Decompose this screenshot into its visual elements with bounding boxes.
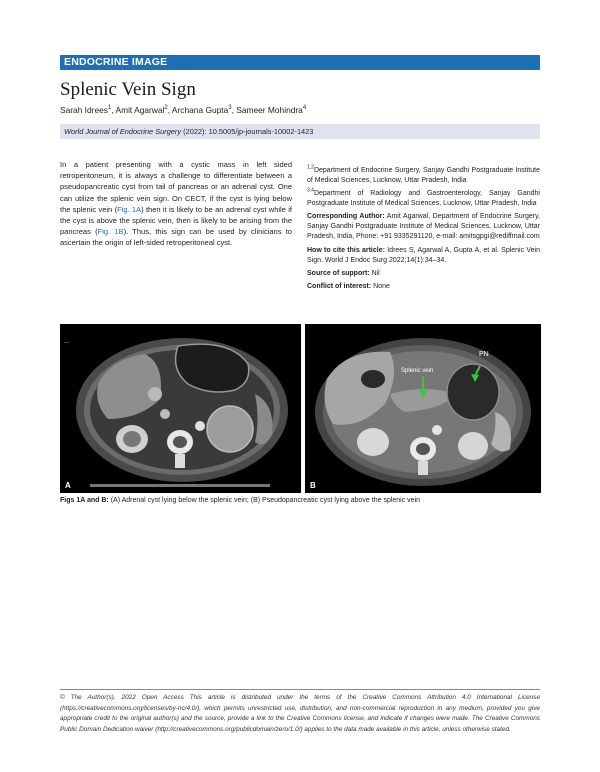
affiliation-text: Department of Radiology and Gastroenterology, Sanjay Gandhi Postgraduate Institute of Medical Sciences, Lucknow, Uttar Pradesh, India: [307, 190, 540, 207]
affiliation-text: Department of Endocrine Surgery, Sanjay Gandhi Postgraduate Institute of Medical Sciences, Lucknow, Uttar Pradesh, India: [307, 167, 540, 184]
caption-text: (A) Adrenal cyst lying below the splenic vein; (B) Pseudopancreatic cyst lying above the splenic vein: [108, 497, 421, 504]
body-text: ). Thus, this sign can be used by clinicians to ascertain the origin of left-sided retroperitoneal cyst.: [60, 227, 292, 248]
conflict-of-interest: [307, 282, 540, 292]
corresponding-author-label: Corresponding Author:: [307, 213, 385, 220]
figure-1b-link[interactable]: Fig. 1B: [97, 227, 124, 237]
author-name: Sameer Mohindra: [236, 105, 303, 115]
ct-scan-a: [60, 324, 301, 493]
figure-1a-ct-image: [60, 324, 301, 493]
conflict-label: Conflict of interest:: [307, 283, 372, 290]
affiliation-1: [307, 166, 540, 186]
how-to-cite-label: How to cite this article:: [307, 247, 385, 254]
label-pn: PN: [479, 351, 489, 358]
author-name: Amit Agarwal: [115, 105, 165, 115]
corresponding-author: [307, 212, 540, 242]
source-of-support: [307, 269, 540, 279]
body-text: In a patient presenting with a cystic mass in left sided retroperitoneum, it is always a challenge to differentiate between a pseudopancreatic cyst from tail of pancreas or an adrenal cyst. One can utilize the splenic vein sign. On CECT, if the cyst is lying below the splenic vein (: [60, 160, 292, 214]
how-to-cite: [307, 246, 540, 266]
author-affiliation-mark: 1: [107, 105, 112, 112]
body-text: ) then it is likely to be an adrenal cyst while if the cyst is above the splenic vein, then is likely to be arising from the pancreas (: [60, 204, 292, 237]
support-text: Nil: [369, 270, 380, 277]
author-affiliation-mark: 4: [302, 105, 307, 112]
footer-divider: [60, 689, 540, 690]
author-name: Archana Gupta: [171, 105, 229, 115]
affiliation-mark: 3,4: [307, 187, 314, 194]
author-list: Sarah Idrees$^1$, Amit Agarwal$^2$, Archana Gupta$^3$, Sameer Mohindra$^4$: [60, 105, 307, 115]
article-title: Splenic Vein Sign: [60, 79, 196, 100]
ct-scan-b: [305, 324, 541, 493]
figure-letter-b: B: [310, 481, 316, 490]
article-metadata: [307, 166, 540, 295]
conflict-text: None: [371, 283, 390, 290]
journal-citation: [64, 124, 313, 139]
support-label: Source of support:: [307, 270, 370, 277]
how-to-cite-text: Idrees S, Agarwal A, Gupta A, et al. Splenic Vein Sign. World J Endoc Surg 2022;14(1):34–34.: [307, 247, 541, 264]
corresponding-author-text: Amit Agarwal, Department of Endocrine Surgery, Sanjay Gandhi Postgraduate Institute of Medical Sciences, Lucknow, Uttar Pradesh, India, Phone: +91 9335291120, e-mail: amitsgpgi@rediffmail.com: [307, 213, 541, 240]
affiliation-mark: 1,2: [307, 164, 314, 171]
author-name: Sarah Idrees: [60, 105, 108, 115]
figure-caption: [60, 497, 540, 504]
figure-1b-ct-image: [305, 324, 541, 493]
author-affiliation-mark: 2: [164, 105, 168, 112]
journal-name: World Journal of Endocrine Surgery: [64, 127, 182, 136]
section-banner: [60, 55, 540, 70]
journal-citation-bar: [60, 124, 540, 139]
figure-1a-link[interactable]: Fig. 1A: [117, 204, 142, 214]
section-label: ENDOCRINE IMAGE: [64, 56, 168, 68]
caption-label: Figs 1A and B:: [60, 497, 109, 504]
svg-text:—: —: [64, 340, 69, 346]
author-affiliation-mark: 3: [228, 105, 232, 112]
figure-letter-a: A: [65, 481, 71, 490]
affiliation-2: [307, 189, 540, 209]
article-body: [60, 159, 292, 249]
journal-doi: (2022): 10.5005/jp-journals-10002-1423: [181, 127, 314, 136]
label-splenic-vein: Splenic vein: [401, 368, 434, 374]
license-footer: © The Author(s). 2022 Open Access This article is distributed under the terms of the Creative Commons Attribution 4.0 International License (https://creativecommons.org/licenses/by-nc/4.0/), which permits unrestricted use, distribution, and non-commercial reproduction in any medium, provided you give appropriate credit to the original author(s) and the source, provide a link to the Creative Commons license, and indicate if changes were made. The Creative Commons Public Domain Dedication waiver (http://creativecommons.org/publicdomain/zero/1.0/) applies to the data made available in this article, unless otherwise stated.: [60, 694, 540, 733]
